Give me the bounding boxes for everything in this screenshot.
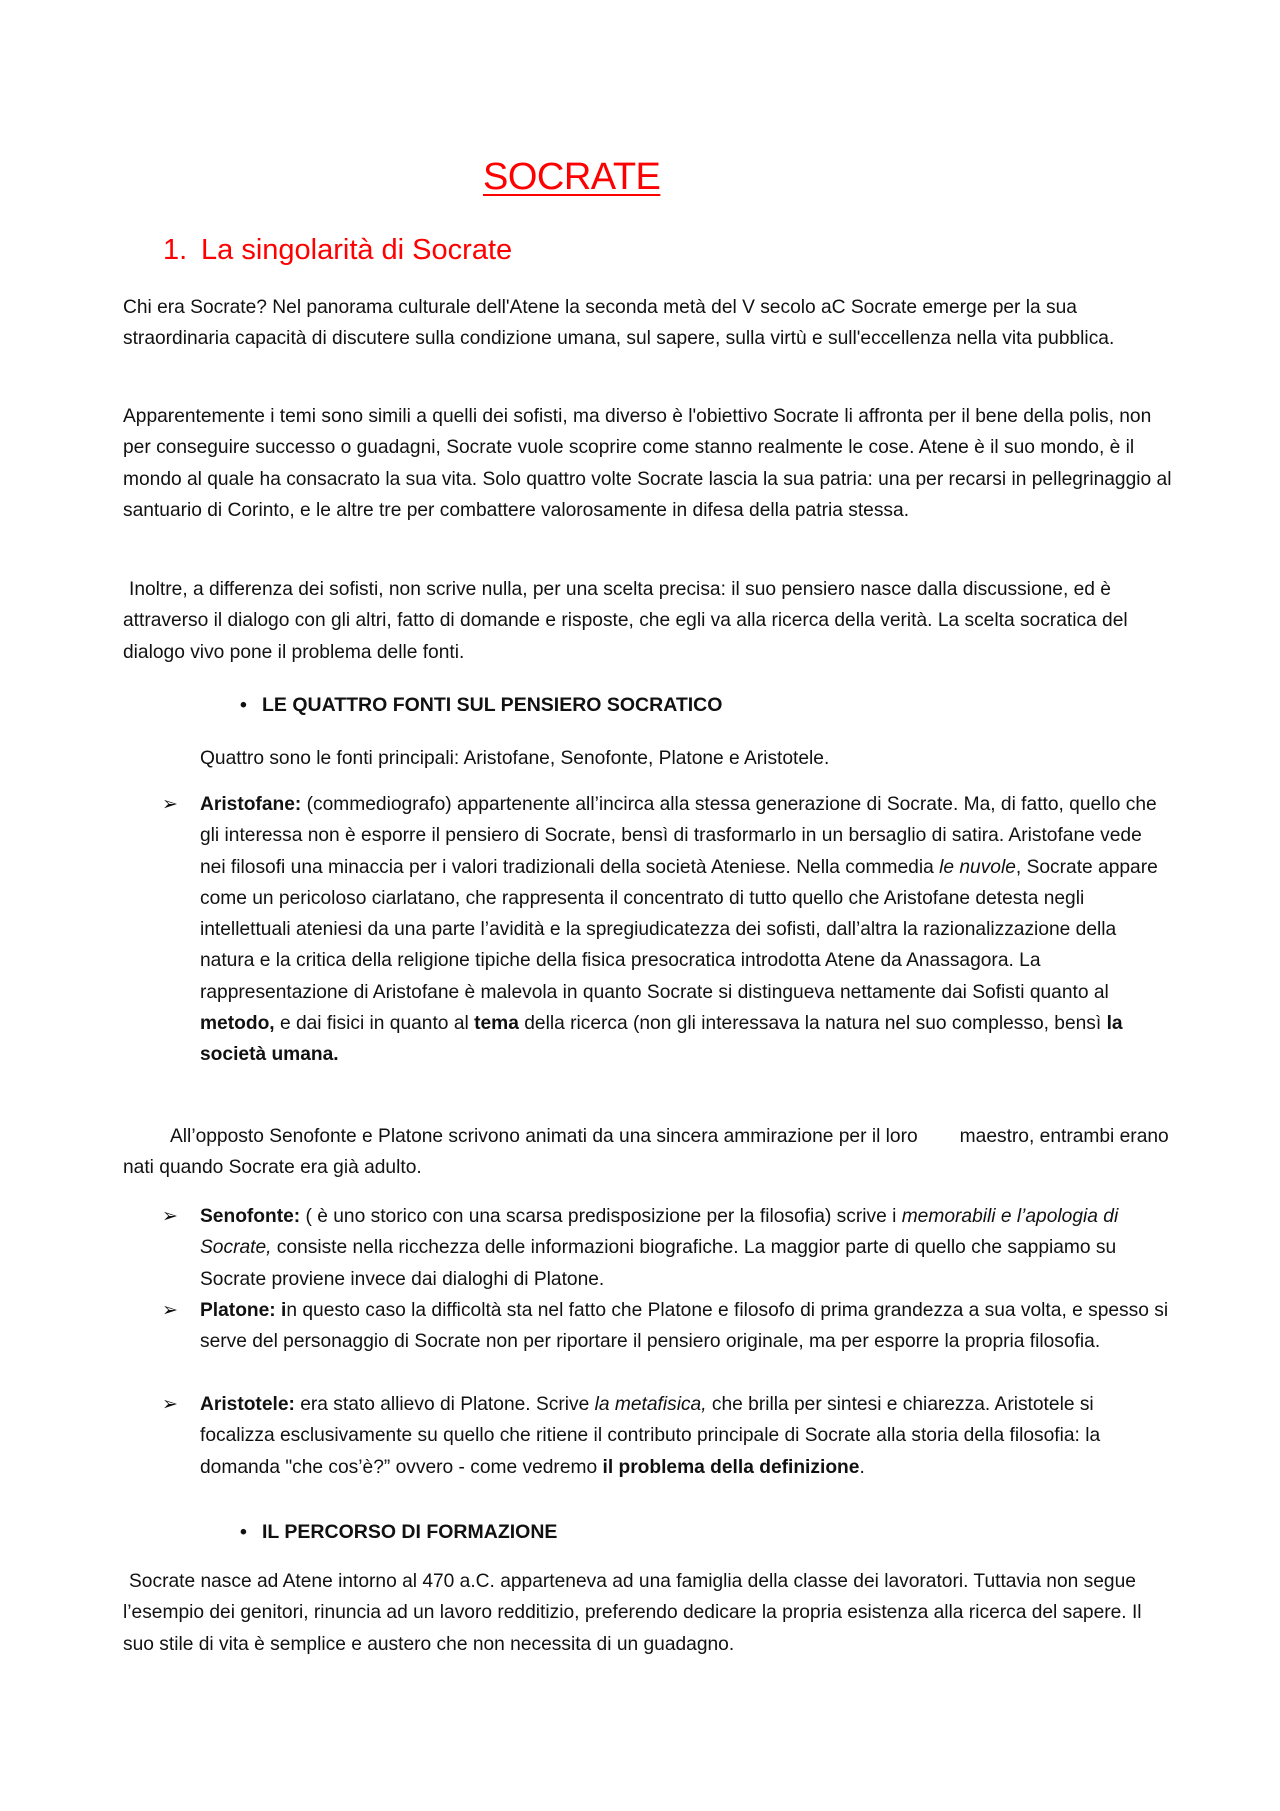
item-text: della ricerca (non gli interessava la natura nel suo complesso, bensì [518,1013,1107,1035]
item-text: (commediografo) appartenente all’incirca alla stessa generazione di Socrate. Ma, di fatto, quello che gli interessa non è esporre il pensiero di Socrate, bensì di trasformarlo in un bersaglio di satira. Aristofane vede nei filosofi una minaccia per i valori tradizionali della società Ateniese. Nella commedia [200,794,1157,878]
paragraph-inoltre-text: Inoltre, a differenza dei sofisti, non scrive nulla, per una scelta precisa: il suo pensiero nasce dalla discussione, ed è attraverso il dialogo con gli altri, fatto di domande e risposte, che egli va alla ricerca della verità. La scelta socratica del dialogo vivo pone il problema delle fonti. [123,579,1128,663]
opposto-text-2: maestro, entrambi erano nati quando Socrate era già adulto. [123,1126,1169,1179]
opposto-text-1: All’opposto Senofonte e Platone scrivono animati da una sincera ammirazione per il loro [170,1126,918,1147]
paragraph-opposto [123,1121,1173,1184]
paragraph-formazione-text: Socrate nasce ad Atene intorno al 470 a.C. apparteneva ad una famiglia della classe dei lavoratori. Tuttavia non segue l’esempio dei genitori, rinuncia ad un lavoro redditizio, preferendo dedicare la propria esistenza alla ricerca del sapere. Il suo stile di vita è semplice e austero che non necessita di un guadagno. [123,1571,1142,1655]
item-text: era stato allievo di Platone. Scrive [294,1394,595,1415]
bullet-icon: • [240,694,247,716]
item-bold: la società umana. [200,1013,1123,1066]
arrow-bullet-icon: ➢ [162,1206,178,1227]
list-item-aristotele [162,1389,1172,1483]
item-text: , Socrate appare come un pericoloso ciarlatano, che rappresenta il concentrato di tutto quello che Aristofane detesta negli intellettuali ateniesi da una parte l’avidità e la spregiudicatezza dei sofisti, dall’altra la razionalizzazione della natura e la critica della religione tipiche della fisica presocratica introdotta Atene da Anassagora. La rappresentazione di Aristofane è malevola in quanto Socrate si distingueva nettamente dai Sofisti quanto al [200,856,1158,1003]
paragraph-inoltre [123,574,1173,668]
section-heading-text: La singolarità di Socrate [201,234,513,266]
list-item-senofonte [162,1201,1172,1295]
page-title: SOCRATE [483,156,661,198]
item-bold: tema [474,1013,519,1035]
item-text: che brilla per sintesi e chiarezza. Aristotele si focalizza esclusivamente su quello che ritiene il contributo principale di Socrate alla storia della filosofia: la domanda "che cos’è?” ovvero - come vedremo [200,1394,1101,1478]
item-text: ( è uno storico con una scarsa predisposizione per la filosofia) scrive i [300,1206,902,1227]
bullet-heading-text: LE QUATTRO FONTI SUL PENSIERO SOCRATICO [262,694,723,716]
item-text: e dai fisici in quanto al [274,1013,475,1035]
item-label: Aristofane: [200,794,302,815]
item-italic: la metafisica, [594,1394,707,1415]
arrow-bullet-icon: ➢ [162,1394,178,1415]
list-item-aristofane [162,789,1172,1071]
item-bold: metodo, [200,1013,275,1035]
fonti-intro-line: Quattro sono le fonti principali: Aristofane, Senofonte, Platone e Aristotele. [200,748,830,769]
paragraph-intro: Chi era Socrate? Nel panorama culturale dell'Atene la seconda metà del V secolo aC Socrate emerge per la sua straordinaria capacità di discutere sulla condizione umana, sul sapere, sulla virtù e sull'eccellenza nella vita pubblica. [123,297,1115,350]
paragraph-temi: Apparentemente i temi sono simili a quelli dei sofisti, ma diverso è l'obiettivo Socrate li affronta per il bene della polis, non per conseguire successo o guadagni, Socrate vuole scoprire come stanno realmente le cose. Atene è il suo mondo, è il mondo al quale ha consacrato la sua vita. Solo quattro volte Socrate lascia la sua patria: una per recarsi in pellegrinaggio al santuario di Corinto, e le altre tre per combattere valorosamente in difesa della patria stessa. [123,406,1172,521]
item-italic: memorabili e l’apologia di Socrate, [200,1206,1119,1259]
item-text: . [859,1456,865,1478]
arrow-bullet-icon: ➢ [162,1300,178,1321]
item-text: n questo caso la difficoltà sta nel fatto che Platone e filosofo di prima grandezza a sua volta, e spesso si serve del personaggio di Socrate non per riportare il pensiero originale, ma per esporre la propria filosofia. [200,1300,1169,1353]
bullet-heading-formazione [240,1521,558,1544]
section-number: 1. [163,234,188,266]
item-bold: il problema della definizione [602,1456,860,1478]
bullet-heading-text: IL PERCORSO DI FORMAZIONE [262,1521,558,1543]
paragraph-formazione [123,1566,1173,1660]
bullet-heading-fonti [240,694,723,717]
item-label: Senofonte: [200,1206,301,1227]
bullet-icon: • [240,1521,247,1543]
item-text: consiste nella ricchezza delle informazioni biografiche. La maggior parte di quello che sappiamo su Socrate proviene invece dai dialoghi di Platone. [200,1237,1117,1290]
item-label: Aristotele: [200,1394,295,1415]
list-item-platone [162,1295,1172,1358]
section-heading-1 [163,233,512,268]
item-italic: le nuvole [939,856,1016,878]
arrow-bullet-icon: ➢ [162,794,178,815]
item-label: Platone: i [200,1300,287,1321]
